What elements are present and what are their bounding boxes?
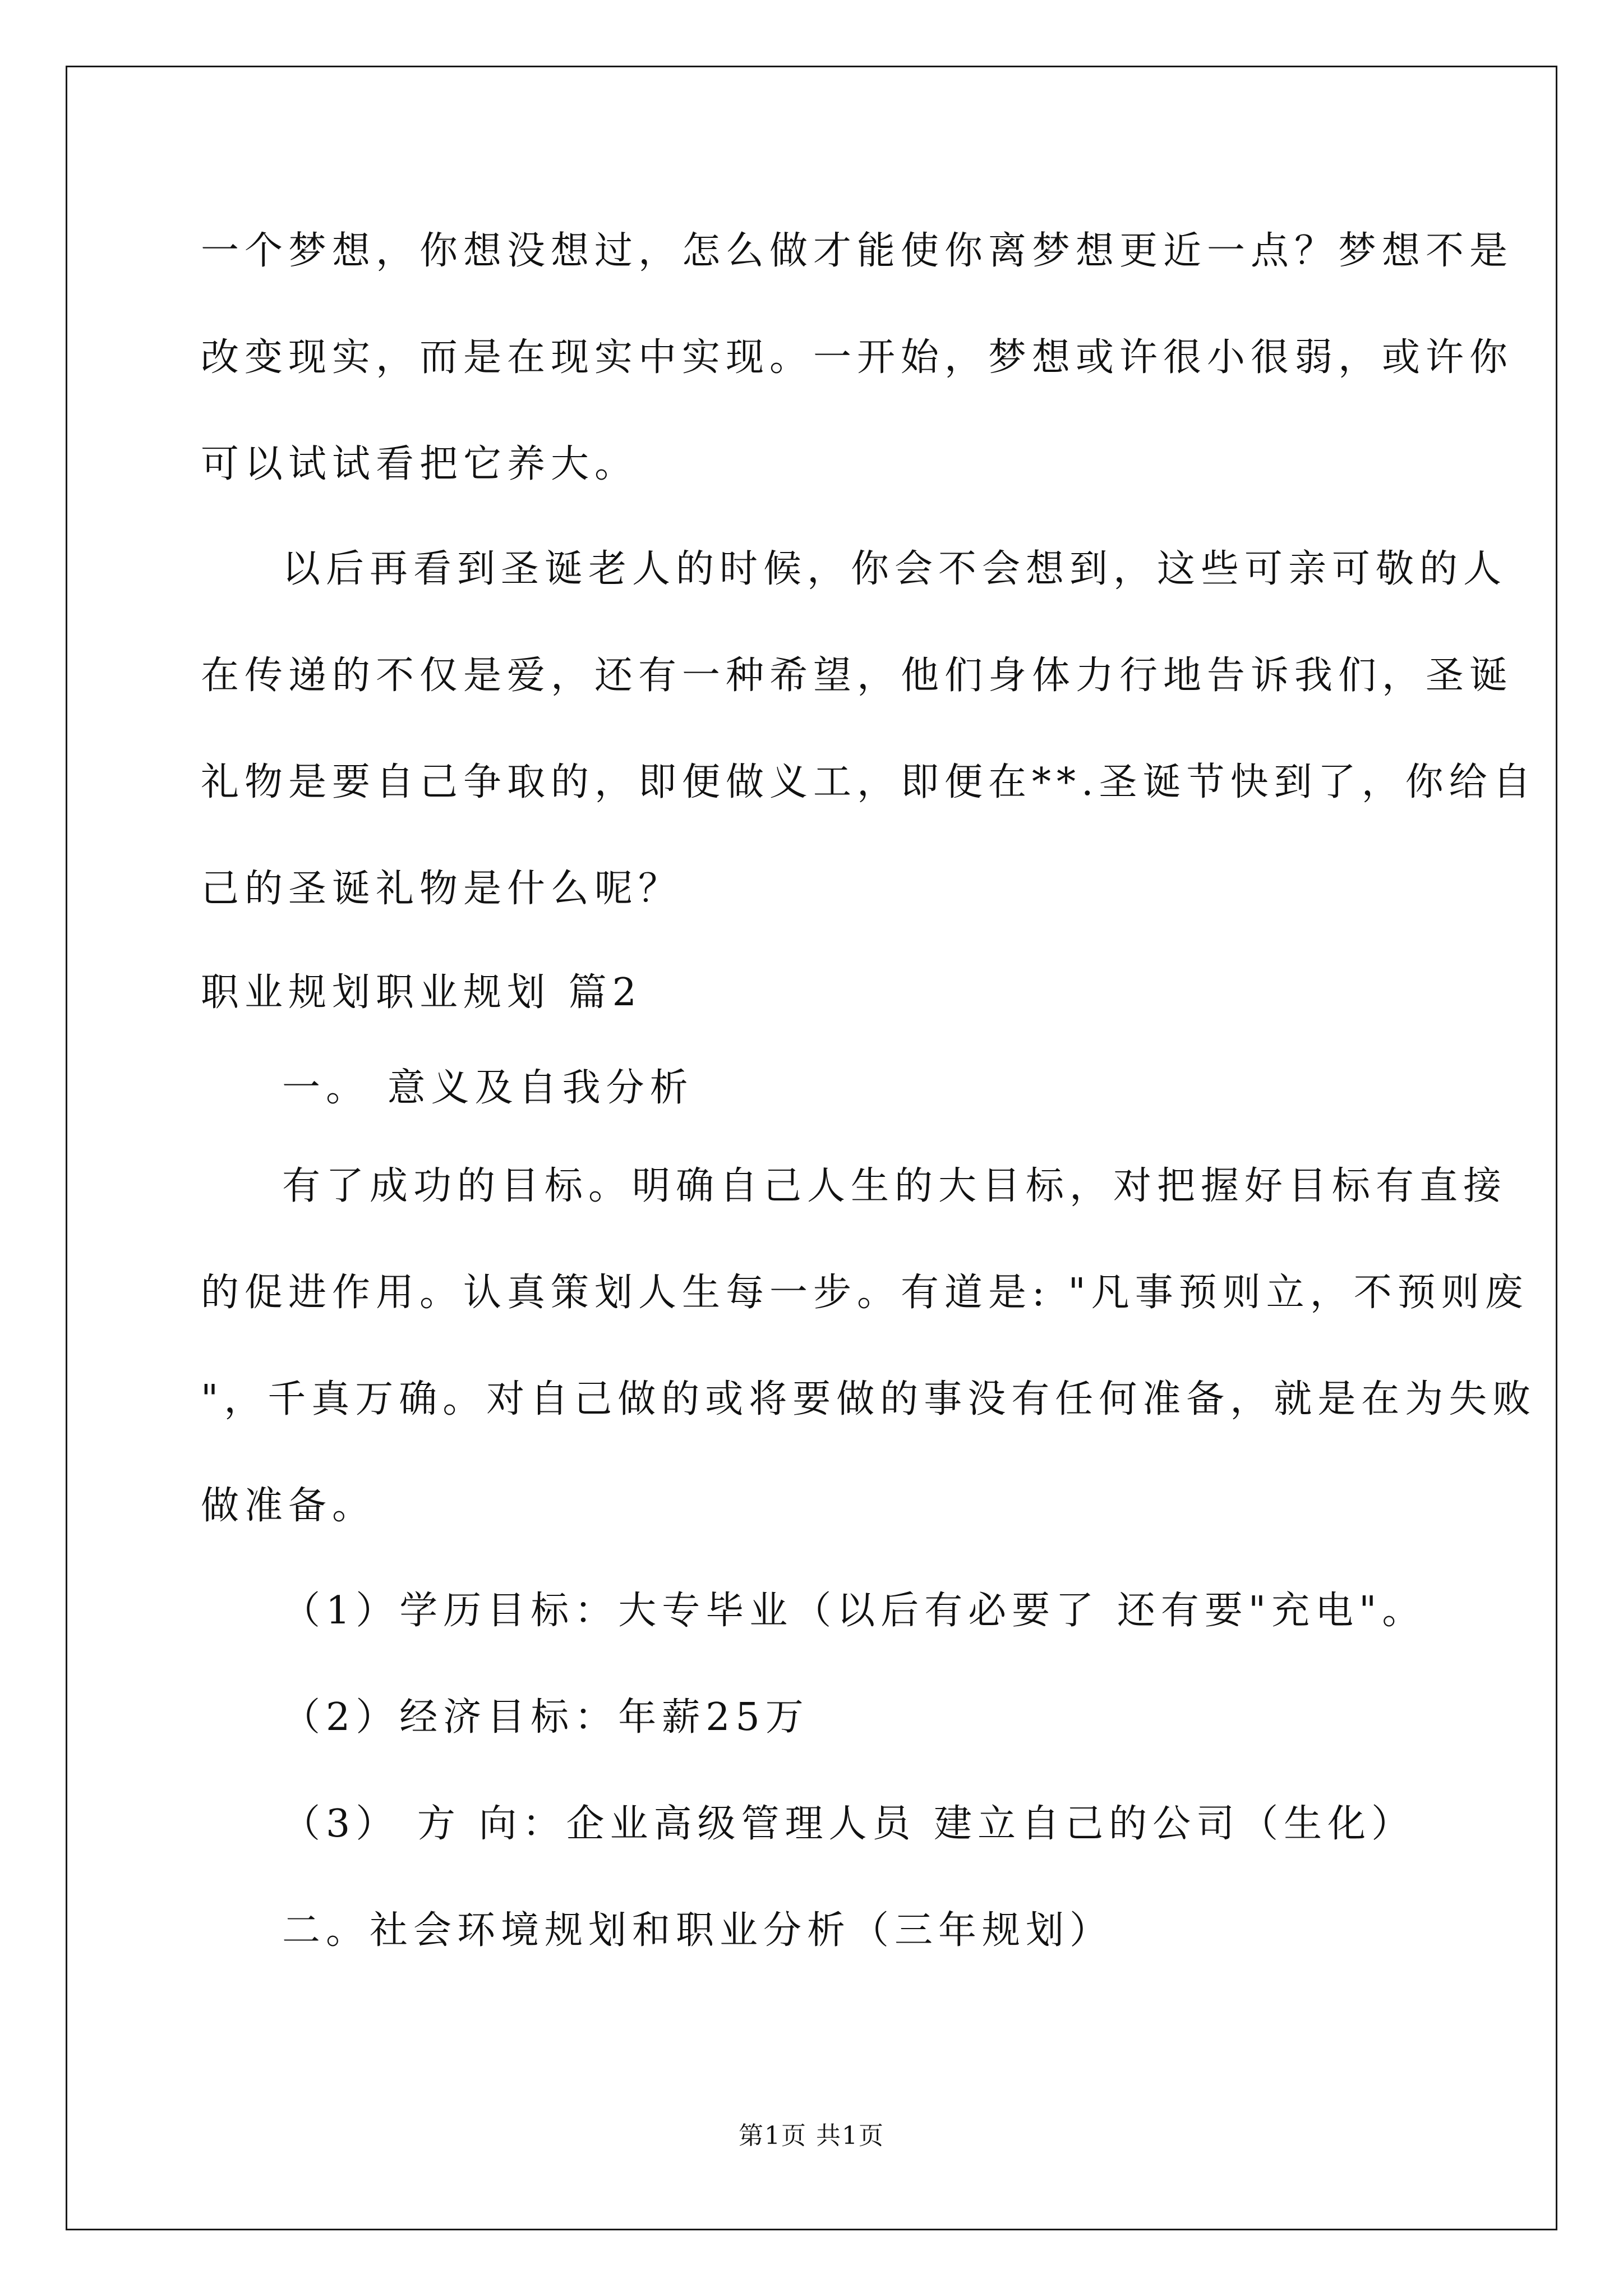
body-line: 礼物是要自己争取的，即便做义工，即便在**.圣诞节快到了，你给自 — [201, 760, 1537, 804]
body-line: 己的圣诞礼物是什么呢？ — [201, 867, 683, 911]
body-line: "，千真万确。对自己做的或将要做的事没有任何准备，就是在为失败 — [201, 1377, 1537, 1421]
body-line: 以后再看到圣诞老人的时候，你会不会想到，这些可亲可敬的人 — [282, 547, 1507, 591]
body-line: 的促进作用。认真策划人生每一步。有道是: "凡事预则立，不预则废 — [201, 1271, 1529, 1315]
body-line: 做准备。 — [201, 1484, 376, 1528]
section-heading: 职业规划职业规划 篇2 — [201, 970, 642, 1015]
body-line: 一个梦想，你想没想过，怎么做才能使你离梦想更近一点？梦想不是 — [201, 229, 1514, 273]
body-line: 在传递的不仅是爱，还有一种希望，他们身体力行地告诉我们，圣诞 — [201, 654, 1514, 698]
subsection-heading: 二。社会环境规划和职业分析（三年规划） — [282, 1908, 1114, 1953]
page-footer: 第1页 共1页 — [739, 2122, 884, 2150]
subsection-heading: 一。 意义及自我分析 — [282, 1066, 694, 1110]
body-line: 可以试试看把它养大。 — [201, 442, 639, 486]
body-line: 改变现实，而是在现实中实现。一开始，梦想或许很小很弱，或许你 — [201, 335, 1514, 380]
page-border — [66, 66, 1557, 2230]
list-item: （2）经济目标：年薪25万 — [282, 1695, 809, 1740]
list-item: （1）学历目标：大专毕业（以后有必要了 还有要"充电"。 — [282, 1589, 1426, 1633]
list-item: （3） 方 向：企业高级管理人员 建立自己的公司（生化） — [282, 1802, 1415, 1846]
body-line: 有了成功的目标。明确自己人生的大目标，对把握好目标有直接 — [282, 1164, 1507, 1208]
